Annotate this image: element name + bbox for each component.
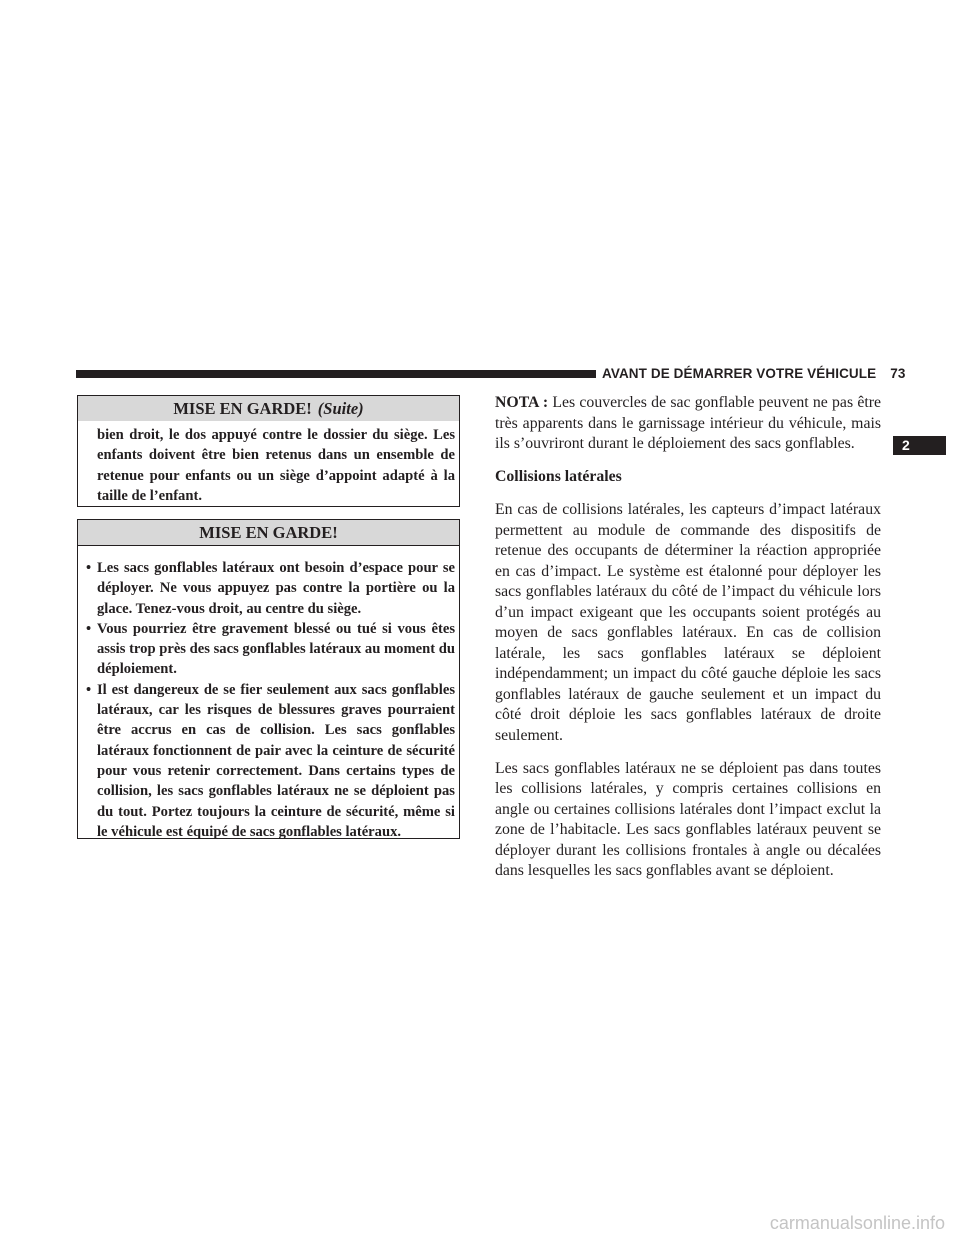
chapter-tab[interactable]: 2 [893, 436, 946, 455]
page-number: 73 [890, 366, 906, 381]
bullet-icon: • [86, 560, 92, 576]
right-column [495, 393, 881, 894]
body-paragraph: En cas de collisions latérales, les capteurs d’impact latéraux permettent au module de commande des dispositifs de retenue des occupants de déterminer la réaction appropriée en cas d’impact. Le système est étalonné pour déployer les sacs gonflables latéraux du côté de l’impact du véhicule lors d’un impact exigeant que les occupants soient protégés au moyen de sacs gonflables latéraux. En cas de collision latérale, les sacs gonflables latéraux se déploient indépendamment; un impact du côté gauche déploie les sacs gonflables latéraux de gauche seulement et un impact du côté droit déploie les sacs gonflables latéraux de droite seulement. [495, 501, 881, 744]
bullet-icon: • [86, 681, 92, 698]
warning-title: MISE EN GARDE! [173, 399, 312, 418]
warning-item [86, 680, 455, 842]
watermark: carmanualsonline.info [769, 1213, 945, 1233]
body-paragraph: Les sacs gonflables latéraux ne se déploient pas dans toutes les collisions latérales, y compris certaines collisions en angle ou certaines collisions latérales dont l’impact exclut la zone de l’habitacle. Les sacs gonflables latéraux peuvent se déployer durant les collisions frontales à angle ou décalées dans lesquelles les sacs gonflables avant se déploient. [495, 759, 881, 879]
header-rule [76, 370, 596, 378]
warning-box-continued [77, 395, 460, 507]
warning-box [77, 519, 460, 839]
warning-item-text: Il est dangereux de se fier seulement aux sacs gonflables latéraux, car les risques de blessures graves pourraient être accrus en cas de collision. Les sacs gonflables latéraux fonctionnent de pair avec la ceinture de sécurité pour vous retenir correctement. Dans certains types de collision, les sacs gonflables latéraux ne se déploient pas du tout. Portez toujours la ceinture de sécurité, même si le véhicule est équipé de sacs gonflables latéraux. [97, 681, 455, 840]
nota-label: NOTA : [495, 394, 549, 411]
warning-title-suffix: (Suite) [317, 399, 364, 418]
nota-paragraph [495, 393, 881, 455]
bullet-icon: • [86, 620, 92, 637]
warning-item [86, 558, 455, 619]
warning-header: MISE EN GARDE! [78, 520, 459, 546]
warning-header [78, 396, 459, 421]
warning-text: bien droit, le dos appuyé contre le dossier du siège. Les enfants doivent être bien retenus dans un ensemble de retenue pour enfants ou un siège d’appoint adapté à la taille de l’enfant. [97, 427, 455, 505]
running-header [602, 366, 906, 382]
warning-item [86, 619, 455, 680]
section-heading: Collisions latérales [495, 468, 622, 485]
warning-list [78, 546, 459, 842]
warning-item-text: Vous pourriez être gravement blessé ou tué si vous êtes assis trop près des sacs gonflables latéraux au moment du déploiement. [97, 620, 455, 678]
nota-text: Les couvercles de sac gonflable peuvent ne pas être très apparents dans le garnissage intérieur du véhicule, mais ils s’ouvriront durant le déploiement des sacs gonflables. [495, 394, 882, 452]
section-title: AVANT DE DÉMARRER VOTRE VÉHICULE [602, 366, 877, 381]
warning-item-text: Les sacs gonflables latéraux ont besoin d’espace pour se déployer. Ne vous appuyez pas contre la portière ou la glace. Tenez-vous droit, au centre du siège. [97, 560, 455, 617]
